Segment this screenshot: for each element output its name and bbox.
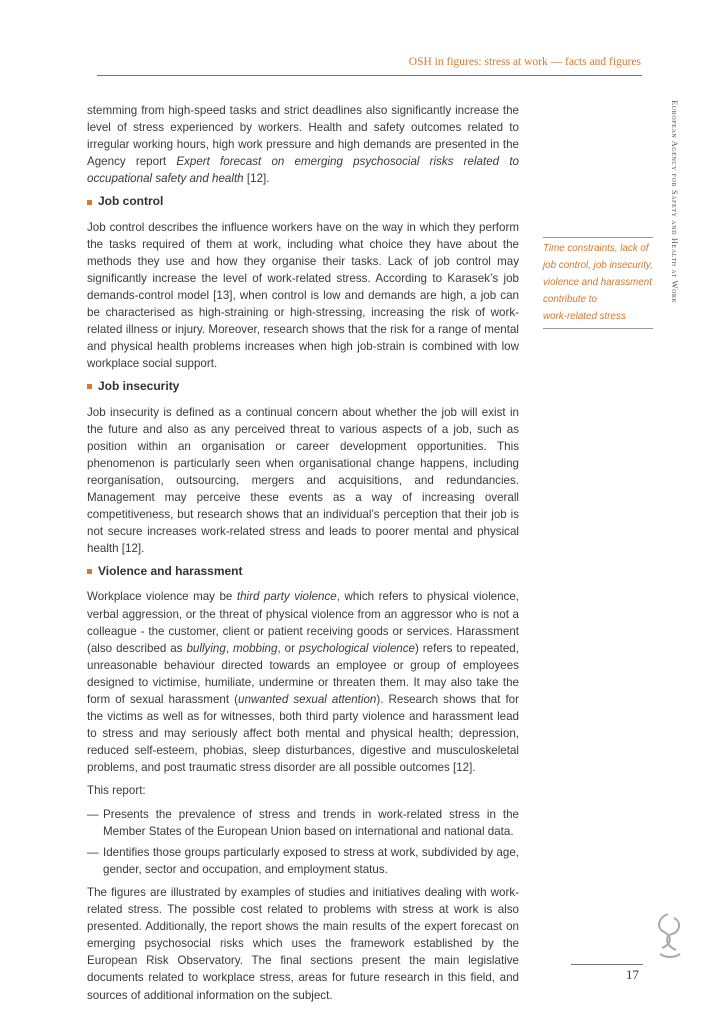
report-intro: This report: (87, 784, 146, 798)
square-bullet-icon (87, 200, 92, 205)
intro-paragraph: stemming from high-speed tasks and strict deadlines also significantly increase the level of stress experienced by workers. Health and safety outcomes related to irregular working hours, high work pressure and high demands are presented in the Agency report Expert forecast on emerging psychosocial risks related to occupational safety and health [12]. (87, 104, 519, 186)
header-rule (97, 75, 642, 76)
job-insecurity-paragraph: Job insecurity is defined as a continual concern about whether the job will exist in the future and also as any perceived threat to various aspects of a job, such as position within an organisation or career development opportunities. This phenomenon is particularly seen when organisational change happens, including reorganisation, outsourcing, mergers and acquisitions, and redundancies. Management may perceive these events as a way of increasing overall competitiveness, but research shows that an individual’s perception that their job is not secure increases work-related stress and leads to poorer mental and physical health [12]. (87, 405, 519, 556)
margin-note-line: job control, job insecurity, (543, 260, 653, 271)
margin-note-line: contribute to (543, 294, 597, 305)
square-bullet-icon (87, 384, 92, 389)
violence-heading: Violence and harassment (87, 563, 519, 580)
job-control-heading: Job control (87, 193, 519, 210)
list-item: — Identifies those groups particularly exposed to stress at work, subdivided by age, gender, sector and occupation, and employment status. (87, 844, 519, 878)
report-title: Expert forecast on emerging psychosocial risks related to occupational safety and health (87, 155, 519, 186)
margin-note-line: violence and harassment (543, 277, 652, 288)
main-text-column (87, 102, 519, 1010)
agency-logo-icon (648, 910, 690, 960)
job-insecurity-heading: Job insecurity (87, 378, 519, 395)
margin-note (543, 240, 653, 325)
side-agency-label: European Agency for Safety and Health at Work (670, 100, 680, 304)
job-control-paragraph: Job control describes the influence workers have on the way in which they perform the tasks required of them at work, including what choice they have about the methods they use and how they organise their tasks. Lack of job control may significantly increase the level of work-related stress. According to Karasek’s job demands-control model [13], when control is low and demands are high, a job can be characterised as high-straining or high-stressing, increasing the risk of work-related illness or injury. Moreover, research shows that the risk for a range of mental and physical health problems increases when high job-strain is combined with low workplace social support. (87, 220, 519, 371)
running-title: OSH in figures: stress at work — facts and figures (408, 56, 641, 68)
dash-marker: — (87, 807, 99, 821)
margin-note-line: Time constraints, lack of (543, 243, 649, 254)
margin-note-rule-top (543, 237, 653, 238)
violence-paragraph: Workplace violence may be third party violence, which refers to physical violence, verbal aggression, or the threat of physical violence from an aggressor who is not a colleague - the customer, client or patient receiving goods or services. Harassment (also described as bullying, mobbing, or psychological violence) refers to repeated, unreasonable behaviour directed towards an employee or group of employees designed to victimise, humiliate, undermine or threaten them. It may also take the form of sexual harassment (unwanted sexual attention). Research shows that for the victims as well as for witnesses, both third party violence and harassment lead to stress and may seriously affect both mental and physical health; depression, reduced self-esteem, phobias, sleep disturbances, digestive and musculoskeletal problems, and post traumatic stress disorder are all possible outcomes [12]. (87, 590, 520, 775)
footer-rule (571, 964, 643, 965)
margin-note-line: work-related stress (543, 311, 626, 322)
list-item: — Presents the prevalence of stress and trends in work-related stress in the Member States of the European Union based on international and national data. (87, 806, 519, 840)
margin-note-rule-bottom (543, 328, 653, 329)
closing-paragraph: The figures are illustrated by examples of studies and initiatives dealing with work-related stress. The possible cost related to problems with stress at work is also presented. Additionally, the report shows the main results of the expert forecast on emerging psychosocial risks which uses the framework established by the European Risk Observatory. The final sections present the main legislative documents related to workplace stress, areas for future research in this field, and sources of additional information on the subject. (87, 885, 519, 1002)
page-number: 17 (626, 967, 639, 982)
dash-marker: — (87, 845, 99, 859)
square-bullet-icon (87, 569, 92, 574)
